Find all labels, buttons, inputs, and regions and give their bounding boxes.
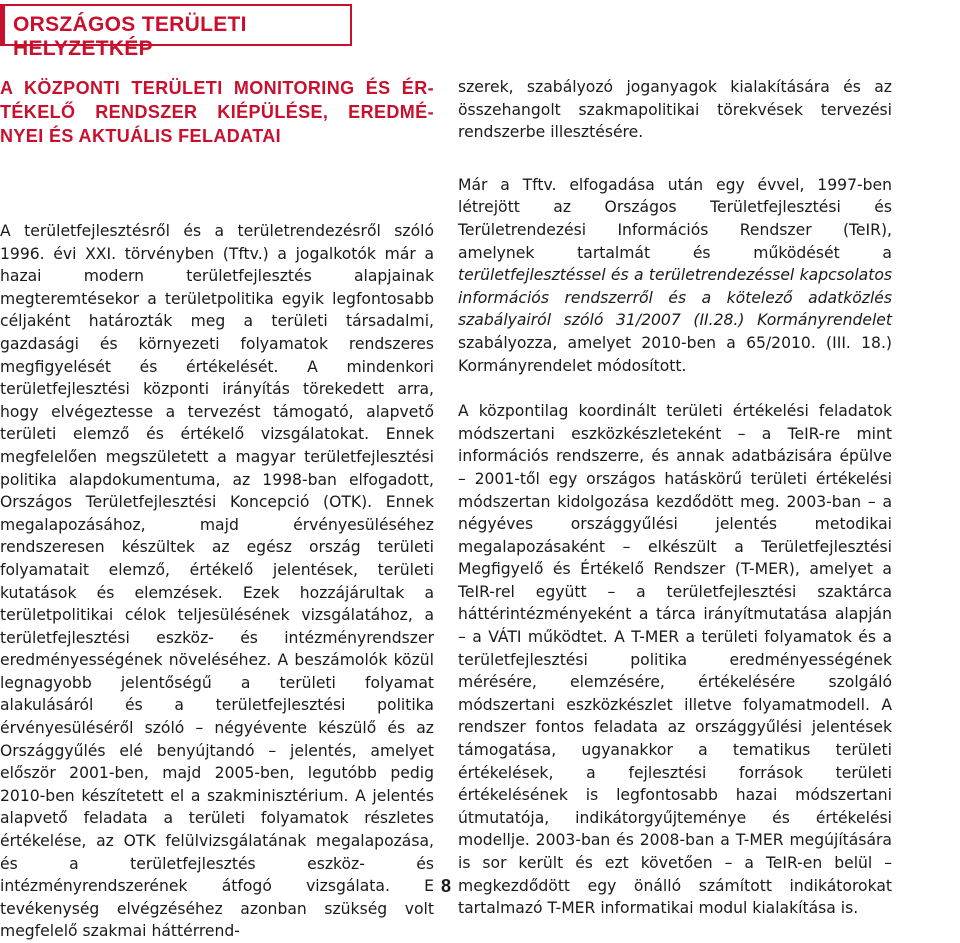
right-paragraph-1-emphasis: területfejlesztéssel és a területrendezéssel kapcsolatos információs rendszerről és a kötelező adatközlés szabályairól szóló 31/2007 (II.28.) Kormányrendelet bbox=[458, 266, 892, 330]
right-paragraph-0: szerek, szabályozó joganyagok kialakítására és az összehangolt szakmapolitikai törekvések tervezési rendszerbe illesztésére. bbox=[458, 78, 892, 142]
right-paragraph-2: A központilag koordinált területi értékelési feladatok módszertani eszközkészleteként – a TeIR-re mint információs rendszerre, és annak adatbázisára épülve – 2001-től egy országos hatáskörű területi értékelési módszertan kidolgozása kezdődött meg. 2003-ban – a négyéves országgyűlési jelentés metodikai megalapozásaként – elkészült a Területfejlesztési Megfigyelő és Értékelő Rendszer (T-MER), amelyet a TeIR-rel együtt – a területfejlesztési szaktárca háttérintézményeként a tárca irányítmutatása alapján – a VÁTI működtet. A T-MER a területi folyamatok és a területfejlesztési politika eredményességének mérésére, elemzésére, értékelésére szolgáló módszertani eszközkészlet illetve folyamatmodell. A rendszer fontos feladata az országgyűlési jelentések támogatása, ugyanakkor a tematikus területi értékelések, a fejlesztési források területi értékelésének is legfontosabb hazai módszertani útmutatója, indikátorgyűjteménye és értékelési modellje. 2003-ban és 2008-ban a T-MER megújítására is sor került és ezt követően – a TeIR-en belül – megkezdődött egy önálló számított indikátorokat tartalmazó T-MER informatikai modul kialakítása is. bbox=[458, 402, 892, 918]
article-title: A KÖZPONTI TERÜLETI MONITORING ÉS ÉR-TÉKELŐ RENDSZER KIÉPÜLÉSE, EREDMÉ-NYEI ÉS AKTUÁLIS FELADATAI bbox=[0, 78, 434, 146]
section-header-title: ORSZÁGOS TERÜLETI HELYZETKÉP bbox=[13, 13, 247, 60]
page-number bbox=[0, 876, 892, 897]
left-column bbox=[0, 76, 434, 943]
right-column bbox=[458, 76, 892, 920]
page-number-text: 8 bbox=[440, 876, 451, 896]
right-paragraph-1 bbox=[458, 174, 892, 377]
right-paragraph-1-part-b: szabályozza, amelyet 2010-ben a 65/2010. (III. 18.) Kormányrendelet módosított. bbox=[458, 333, 892, 375]
right-paragraph-1-part-a: Már a Tftv. elfogadása után egy évvel, 1997-ben létrejött az Országos Területfejlesztési és Területrendezési Információs Rendszer (TeIR), amelynek tartalmát és működését a bbox=[458, 175, 892, 262]
section-header bbox=[0, 4, 352, 60]
left-paragraph-1: A területfejlesztésről és a területrendezésről szóló 1996. évi XXI. törvényben (Tftv.) a jogalkotók már a hazai modern területfejlesztés alapjainak megteremtésekor a területpolitika egyik legfontosabb céljaként határozták meg a területi társadalmi, gazdasági és környezeti folyamatok rendszeres megfigyelését és értékelését. A mindenkori területfejlesztési központi irányítás törekedett arra, hogy elvégeztesse a tervezést támogató, alapvető területi elemző és értékelő vizsgálatokat. Ennek megfelelően megszületett a magyar területfejlesztési politika alapdokumentuma, az 1998-ban elfogadott, Országos Területfejlesztési Koncepció (OTK). Ennek megalapozásához, majd érvényesüléséhez rendszeresen készültek az egész ország területi folyamatait elemző, értékelő jelentések, területi kutatások és elemzések. Ezek hozzájárultak a területpolitikai célok teljesülésének vizsgálatához, a területfejlesztési eszköz- és intézményrendszer eredményességének növeléséhez. A beszámolók közül legnagyobb jelentőségű a területi folyamat alakulásáról és a területfejlesztési politika érvényesüléséről szóló – négyévente készülő és az Országgyűlés elé benyújtandó – jelentés, amelyet először 2001-ben, majd 2005-ben, legutóbb pedig 2010-ben készítetett el a szakminisztérium. A jelentés alapvető feladata a területi folyamatok részletes értékelése, az OTK felülvizsgálatának megalapozása, és a területfejlesztés eszköz- és intézményrendszerének átfogó vizsgálata. E tevékenység elvégzéséhez azonban szükség volt megfelelő szakmai háttérrend- bbox=[0, 222, 434, 941]
